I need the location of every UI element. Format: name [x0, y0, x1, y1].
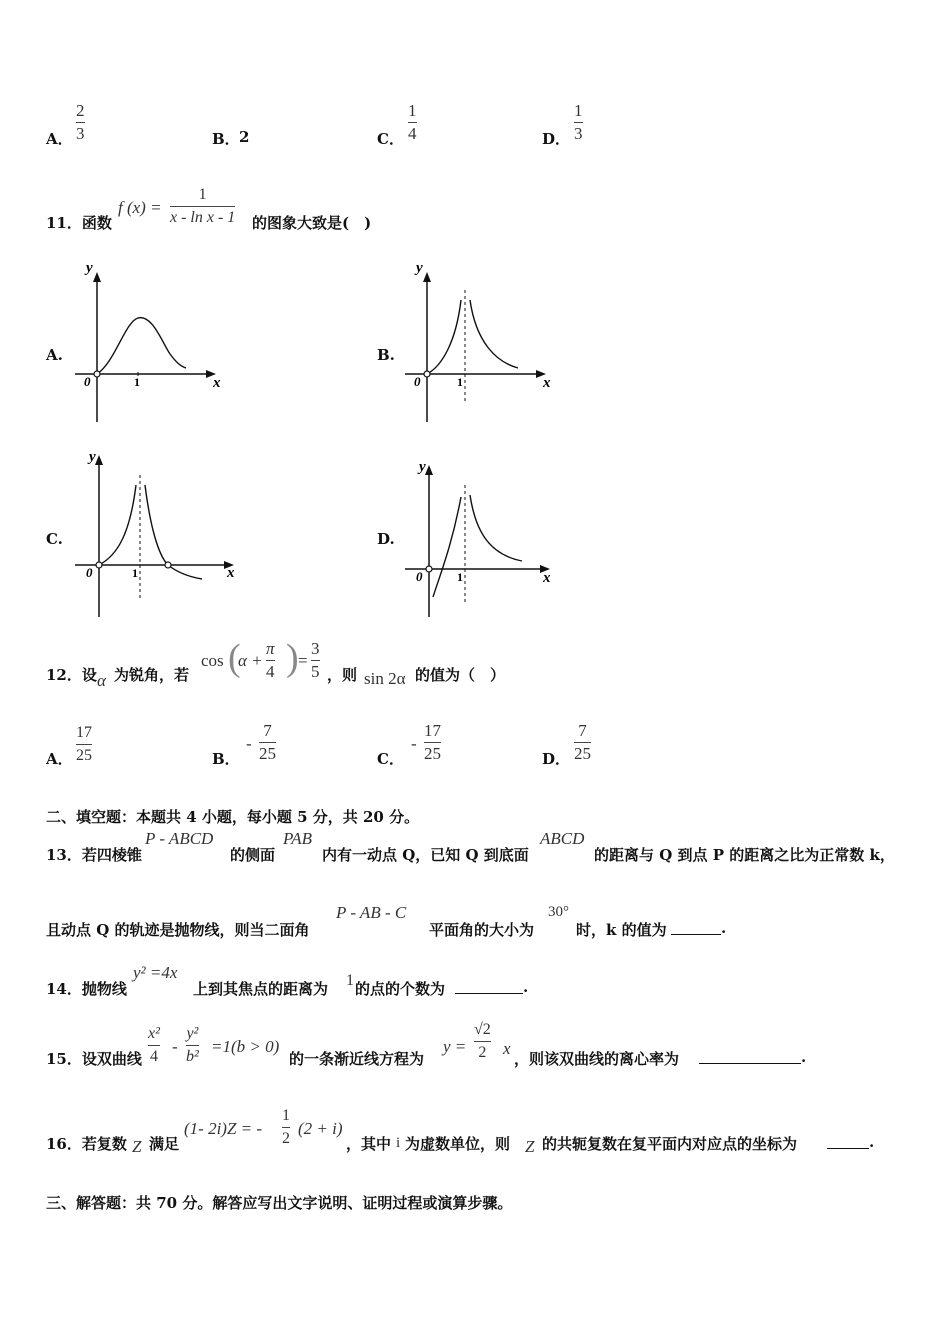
q12-then: ，则: [327, 666, 358, 684]
graph-a-tick-1: 1: [134, 375, 140, 389]
q13-part-6: 平面角的大小为: [429, 921, 535, 939]
q15-yeq: y =: [443, 1037, 467, 1056]
q15-sqrt2-over-2: √2 2: [474, 1021, 491, 1061]
graph-b-tick-1: 1: [457, 375, 463, 389]
q15-x: x: [503, 1039, 511, 1058]
q13-math-pabc: P - AB - C: [336, 903, 407, 922]
q12-option-d-label: D．: [542, 750, 571, 768]
graph-b-origin: 0: [414, 374, 421, 389]
q12-suffix: 的值为（ ）: [415, 666, 506, 684]
q12-mid: 为锐角，若: [114, 666, 190, 684]
q12-sin: sin 2α: [364, 669, 406, 688]
q13-part-2: 的侧面: [230, 846, 276, 864]
q15-part-3: ，则该双曲线的离心率为: [514, 1050, 680, 1068]
q16-i: i: [396, 1135, 401, 1151]
q13-end: .: [721, 919, 727, 937]
q10-option-d-fraction: 1 3: [574, 101, 583, 143]
graph-c-label: C.: [46, 530, 63, 548]
q12-option-b-fraction: 7 25: [259, 721, 276, 763]
q15-answer-blank[interactable]: [699, 1049, 801, 1064]
graph-a-y-label: y: [86, 262, 93, 276]
q10-option-a-fraction: 2 3: [76, 101, 85, 143]
q15-y2-over-b2: y² b²: [186, 1025, 199, 1065]
q10-option-a-label: A．: [46, 130, 73, 148]
q15-minus: -: [172, 1037, 178, 1056]
q11-number: 11．函数: [46, 214, 112, 232]
q13-part-4: 的距离与 Q 到点 P 的距离之比为正常数 k，: [594, 846, 895, 864]
graph-c-tick-1: 1: [132, 566, 138, 580]
q10-option-c-fraction: 1 4: [408, 101, 417, 143]
q13-math-30deg: 30°: [548, 904, 569, 920]
q10-option-c-label: C．: [377, 130, 404, 148]
q16-equation: (1- 2i)Z = -: [184, 1119, 263, 1138]
q12-option-c-fraction: 17 25: [424, 721, 441, 763]
q13-part-7: 时，k 的值为: [576, 921, 667, 939]
q12-option-d-fraction: 7 25: [574, 721, 591, 763]
q12-three-fifths: 3 5: [311, 639, 320, 681]
q11-suffix: 的图象大致是( ): [252, 214, 372, 232]
q12-eq: =: [298, 651, 308, 670]
graph-c-origin: 0: [86, 565, 93, 580]
q12-option-c-label: C．: [377, 750, 404, 768]
q16-part-4: 为虚数单位，则: [405, 1135, 511, 1153]
q12-option-b-label: B．: [212, 750, 240, 768]
q12-cos: cos: [201, 651, 224, 670]
q13-part-5: 且动点 Q 的轨迹是抛物线，则当二面角: [46, 921, 310, 939]
graph-a-label: A.: [46, 346, 63, 364]
graph-d-label: D.: [377, 530, 395, 548]
q12-lparen: (: [228, 637, 241, 679]
q12-option-c-sign: -: [411, 734, 417, 753]
q12-alpha: α: [97, 671, 106, 690]
q12-inner: α +: [238, 651, 263, 670]
q12-option-a-fraction: 17 25: [76, 724, 92, 764]
q16-part-5: 的共轭复数在复平面内对应点的坐标为: [542, 1135, 798, 1153]
q10-option-d-label: D．: [542, 130, 571, 148]
q13-answer-blank[interactable]: [671, 920, 721, 935]
q14-part-3: 的点的个数为: [355, 980, 446, 998]
q15-part-2: 的一条渐近线方程为: [289, 1050, 425, 1068]
q13-math-abcd: ABCD: [540, 829, 585, 848]
q12-prefix: 12．设: [46, 666, 97, 684]
q13-part-1: 13．若四棱锥: [46, 846, 142, 864]
q15-end: .: [801, 1048, 807, 1066]
q16-z-conjugate: Z: [525, 1137, 535, 1156]
graph-c: [70, 445, 240, 620]
graph-c-y-label: y: [89, 449, 96, 465]
q16-z: Z: [132, 1137, 142, 1156]
graph-a: [70, 262, 230, 427]
q12-option-a-label: A．: [46, 750, 73, 768]
q16-part-3: ，其中: [346, 1135, 392, 1153]
q11-function: f (x) =: [118, 198, 162, 217]
graph-b: [400, 262, 560, 427]
graph-a-x-label: x: [213, 375, 221, 391]
q14-part-2: 上到其焦点的距离为: [193, 980, 329, 998]
q16-part-1: 16．若复数: [46, 1135, 127, 1153]
section-3-heading: 三、解答题：共 70 分。解答应写出文字说明、证明过程或演算步骤。: [46, 1194, 513, 1212]
q14-end: .: [523, 978, 529, 996]
q16-end: .: [869, 1133, 875, 1151]
graph-b-label: B.: [377, 346, 395, 364]
q10-option-b-value: 2: [239, 128, 250, 146]
q16-answer-blank[interactable]: [827, 1134, 869, 1149]
q15-x2-over-4: x² 4: [148, 1025, 160, 1065]
q12-rparen: ): [286, 637, 299, 679]
graph-c-x-label: x: [227, 565, 235, 581]
section-2-heading: 二、填空题：本题共 4 小题，每小题 5 分，共 20 分。: [46, 808, 420, 826]
graph-d-origin: 0: [416, 569, 423, 584]
graph-d: [400, 455, 565, 620]
q14-math-parabola: y² =4x: [133, 963, 178, 982]
graph-d-y-label: y: [419, 459, 426, 475]
q16-half: 1 2: [282, 1107, 290, 1147]
q11-fraction: 1 x - ln x - 1: [170, 186, 236, 226]
q16-paren: (2 + i): [298, 1119, 343, 1138]
q14-part-1: 14．抛物线: [46, 980, 127, 998]
q14-answer-blank[interactable]: [455, 979, 523, 994]
q14-math-one: 1: [346, 972, 354, 989]
q13-math-pabcd: P - ABCD: [145, 829, 214, 848]
q12-pi-over-4: π 4: [266, 639, 275, 681]
graph-d-tick-1: 1: [457, 570, 463, 584]
graph-d-x-label: x: [543, 570, 551, 586]
graph-b-x-label: x: [543, 375, 551, 391]
q16-part-2: 满足: [149, 1135, 180, 1153]
q13-math-pab: PAB: [283, 829, 312, 848]
q15-rest: =1(b > 0): [211, 1037, 280, 1056]
q15-part-1: 15．设双曲线: [46, 1050, 142, 1068]
graph-b-y-label: y: [416, 262, 423, 276]
q10-option-b-label: B．: [212, 130, 240, 148]
q13-part-3: 内有一动点 Q，已知 Q 到底面: [322, 846, 529, 864]
graph-a-origin: 0: [84, 374, 91, 389]
q12-option-b-sign: -: [246, 734, 252, 753]
